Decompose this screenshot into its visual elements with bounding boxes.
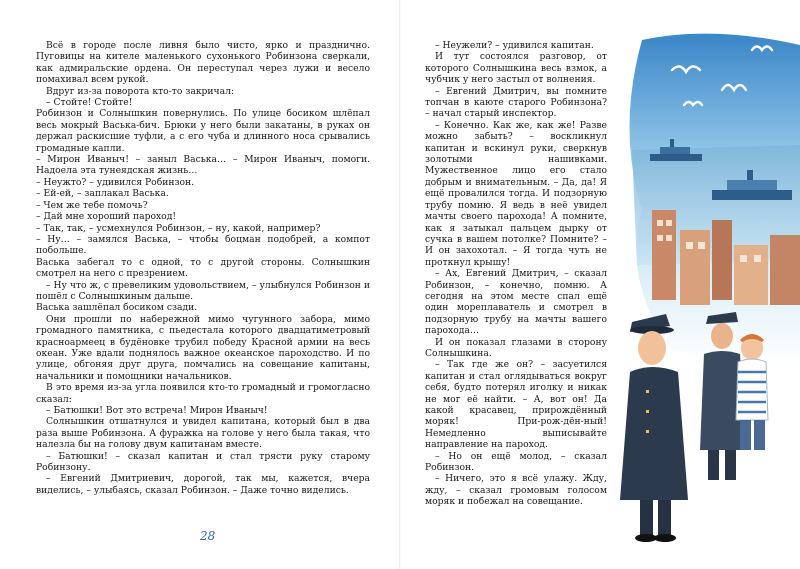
paragraph: – Дай мне хороший пароход! — [36, 211, 177, 223]
paragraph: – Неужто? – удивился Робинзон. — [36, 176, 195, 188]
paragraph: Васька зашлёпал босиком сзади. — [36, 302, 198, 314]
paragraph: Робинзон и Солнышкин повернулись. По улице босиком шлёпал весь мокрый Васька-бич. Брюки у него были закатаны, в руках он держал раскисшие туфли, а с его чуба и длинного носа срывались громадные капли. — [36, 108, 370, 154]
paragraph: В это время из-за угла появился кто-то громадный и громогласно сказал: — [36, 382, 370, 405]
paragraph: – Батюшки! – сказал капитан и стал трясти руку старому Робинзону. — [36, 450, 370, 474]
paragraph: – Стойте! Стойте! — [46, 97, 133, 109]
paragraph: – Так где же он? – засуетился капитан и стал оглядываться вокруг себя, будто потерял иголку и никак не мог её найти. – А, вот он! Да какой красавец, прирождённый моряк! При-рож-дён-ный! Немедленно выписывайте направление на пароход. — [425, 359, 607, 451]
paragraph: – Ах, Евгений Дмитрич, – сказал Робинзон, – конечно, помню. А сегодня на этом месте спал ещё один мореплаватель и смотрел в подзорную трубу на мачты вашего парохода… — [425, 268, 607, 337]
paragraph: – Ей-ей, – заплакал Васька. — [36, 188, 169, 200]
paragraph: – Батюшки! Вот это встреча! Мирон Иваныч! — [46, 405, 268, 416]
paragraph: – Ничего, это я всё улажу. Жду, жду, – сказал громовым голосом моряк и побежал на совещание. — [425, 473, 607, 508]
paragraph: Солнышкин отшатнулся и увидел капитана, который был в два раза выше Робинзона. А фуражка на голове у него была такая, что налезла бы на голову двум капитанам вместе. — [36, 416, 370, 451]
book-gutter — [399, 0, 401, 569]
paragraph: – Ну… – замялся Васька, – чтобы боцман подобрей, а компот побольше. — [36, 233, 370, 257]
paragraph: – Так, так, – усмехнулся Робинзон, – ну, какой, например? — [36, 222, 321, 234]
paragraph: И он показал глазами в сторону Солнышкина. — [425, 336, 607, 359]
paragraph: Васька забегал то с одной, то с другой стороны. Солнышкин смотрел на него с презрением. — [36, 256, 370, 280]
paragraph: Вдруг из-за поворота кто-то закричал: — [46, 85, 235, 97]
paragraph: И тут состоялся разговор, от которого Солнышкина весь взмок, а чубчик у него застыл от волнения. — [425, 51, 607, 86]
paragraph: – Чем же тебе помочь? — [36, 199, 148, 211]
paragraph: – Евгений Дмитриевич, дорогой, так мы, кажется, вчера виделись, – улыбаясь, сказал Робинзон. – Даже точно виделись. — [36, 473, 370, 496]
paragraph: – Неужели? – удивился капитан. — [435, 40, 594, 51]
paragraph: Всё в городе после ливня было чисто, ярко и празднично. Пуговицы на кителе маленького сухонького Робинзона сверкали, как адмиральские ордена. Он переступал через лужи и весело помахивал всем рукой. — [36, 40, 370, 86]
page-number: 28 — [200, 529, 216, 543]
paragraph: Они прошли по набережной мимо чугунного забора, мимо громадного памятника, с пьедестала которого двадцатиметровый красноармеец в будёновке трубил победу Красной армии на весь океан. Уже вдали поднялось важное океанское пароходство. И по улице, обгоняя друг друга, помчались на совещание капитаны, начальники и помощники начальников. — [36, 313, 370, 382]
left-page-text — [36, 40, 370, 496]
paragraph: – Конечно. Как же, как же! Разве можно забыть? – воскликнул капитан и вскинул руки, сверкнув золотыми нашивками. Мужественное лицо его стало добрым и внимательным. – Да, да! Я ещё провалился тогда. И подзорную трубу помню. Я ведь в неё увидел мачты своего парохода! А помните, как я затыкал пальцем дырку от сучка в вашем потолке? Помните? – И он захохотал. – Я тогда чуть не проткнул крышу! — [425, 119, 607, 268]
paragraph: – Мирон Иваныч! – заныл Васька… – Мирон Иваныч, помоги. Надоела эта тунеядская жизнь… — [36, 154, 370, 177]
right-page-text — [425, 40, 607, 508]
paragraph: – Ну что ж, с превеликим удовольствием, – улыбнулся Робинзон и пошёл с Солнышкиным дальше. — [36, 279, 370, 302]
paragraph: – Но он ещё молод, – сказал Робинзон. — [425, 450, 607, 474]
paragraph: – Евгений Дмитрич, вы помните топчан в каюте старого Робинзона? – начал старый инспектор. — [425, 85, 607, 120]
illustration — [612, 30, 800, 550]
